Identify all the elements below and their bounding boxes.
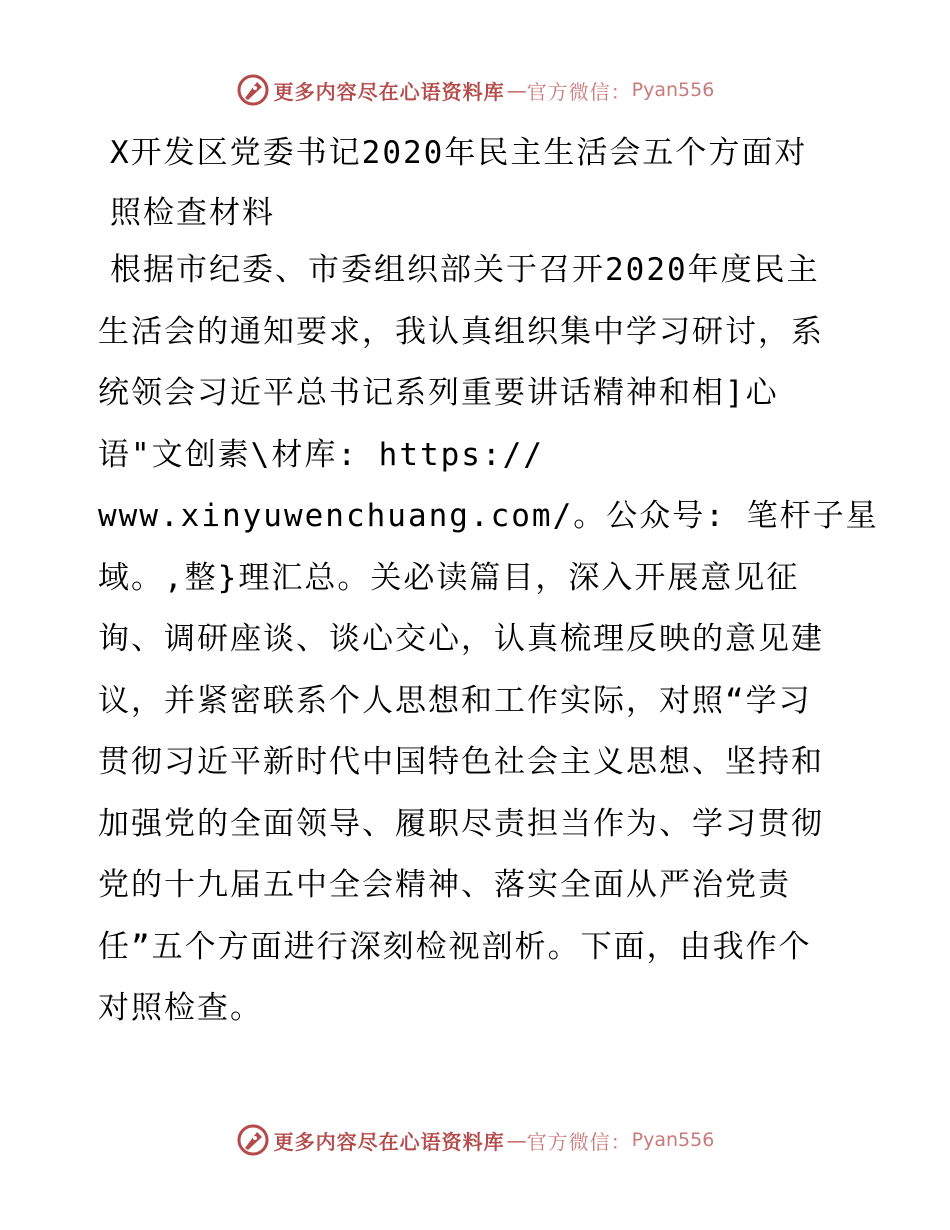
pen-nib-logo-icon [236, 73, 270, 107]
body-line: 语"文创素\材库: https:// [98, 436, 544, 473]
body-line: 域。,整}理汇总。关必读篇目，深入开展意见征 [98, 559, 800, 596]
body-line: 对照检查。 [98, 990, 263, 1026]
body-line: 加强党的全面领导、履职尽责担当作为、学习贯彻 [98, 805, 824, 842]
body-line: 党的十九届五中全会精神、落实全面从严治党责 [98, 867, 791, 903]
banner-dash: — [506, 1128, 525, 1152]
body-line: 统领会习近平总书记系列重要讲话精神和相]心 [98, 375, 779, 411]
body-line: 议，并紧密联系个人思想和工作实际，对照“学习 [98, 682, 812, 719]
body-line-text: 根据市纪委、市委组织部关于召开2020年度民主 [110, 252, 820, 288]
body-line [98, 240, 858, 302]
body-line: 生活会的通知要求，我认真组织集中学习研讨，系 [98, 313, 824, 350]
banner-wechat-label: 官方微信： [526, 79, 632, 104]
document-title [98, 123, 878, 243]
banner-wechat-label: 官方微信： [526, 1129, 632, 1154]
title-line: X开发区党委书记2020年民主生活会五个方面对 [110, 135, 808, 171]
body-line: 询、调研座谈、谈心交心，认真梳理反映的意见建 [98, 621, 824, 657]
document-body [98, 240, 879, 1040]
body-line: www.xinyuwenchuang.com/。公众号: 笔杆子星 [98, 498, 879, 534]
banner-library-text: 更多内容尽在心语资料库 [273, 1129, 505, 1154]
body-line: 贯彻习近平新时代中国特色社会主义思想、坚持和 [98, 744, 824, 780]
banner-dash: — [506, 78, 525, 102]
banner-library-text: 更多内容尽在心语资料库 [273, 79, 505, 104]
banner-wechat-id: Pyan556 [631, 79, 715, 101]
title-line: 照检查材料 [110, 195, 275, 231]
footer-banner [0, 1120, 950, 1160]
body-line: 任”五个方面进行深刻检视剖析。下面，由我作个 [98, 928, 812, 965]
header-banner [0, 70, 950, 110]
banner-wechat-id: Pyan556 [631, 1129, 715, 1151]
pen-nib-logo-icon [236, 1123, 270, 1157]
